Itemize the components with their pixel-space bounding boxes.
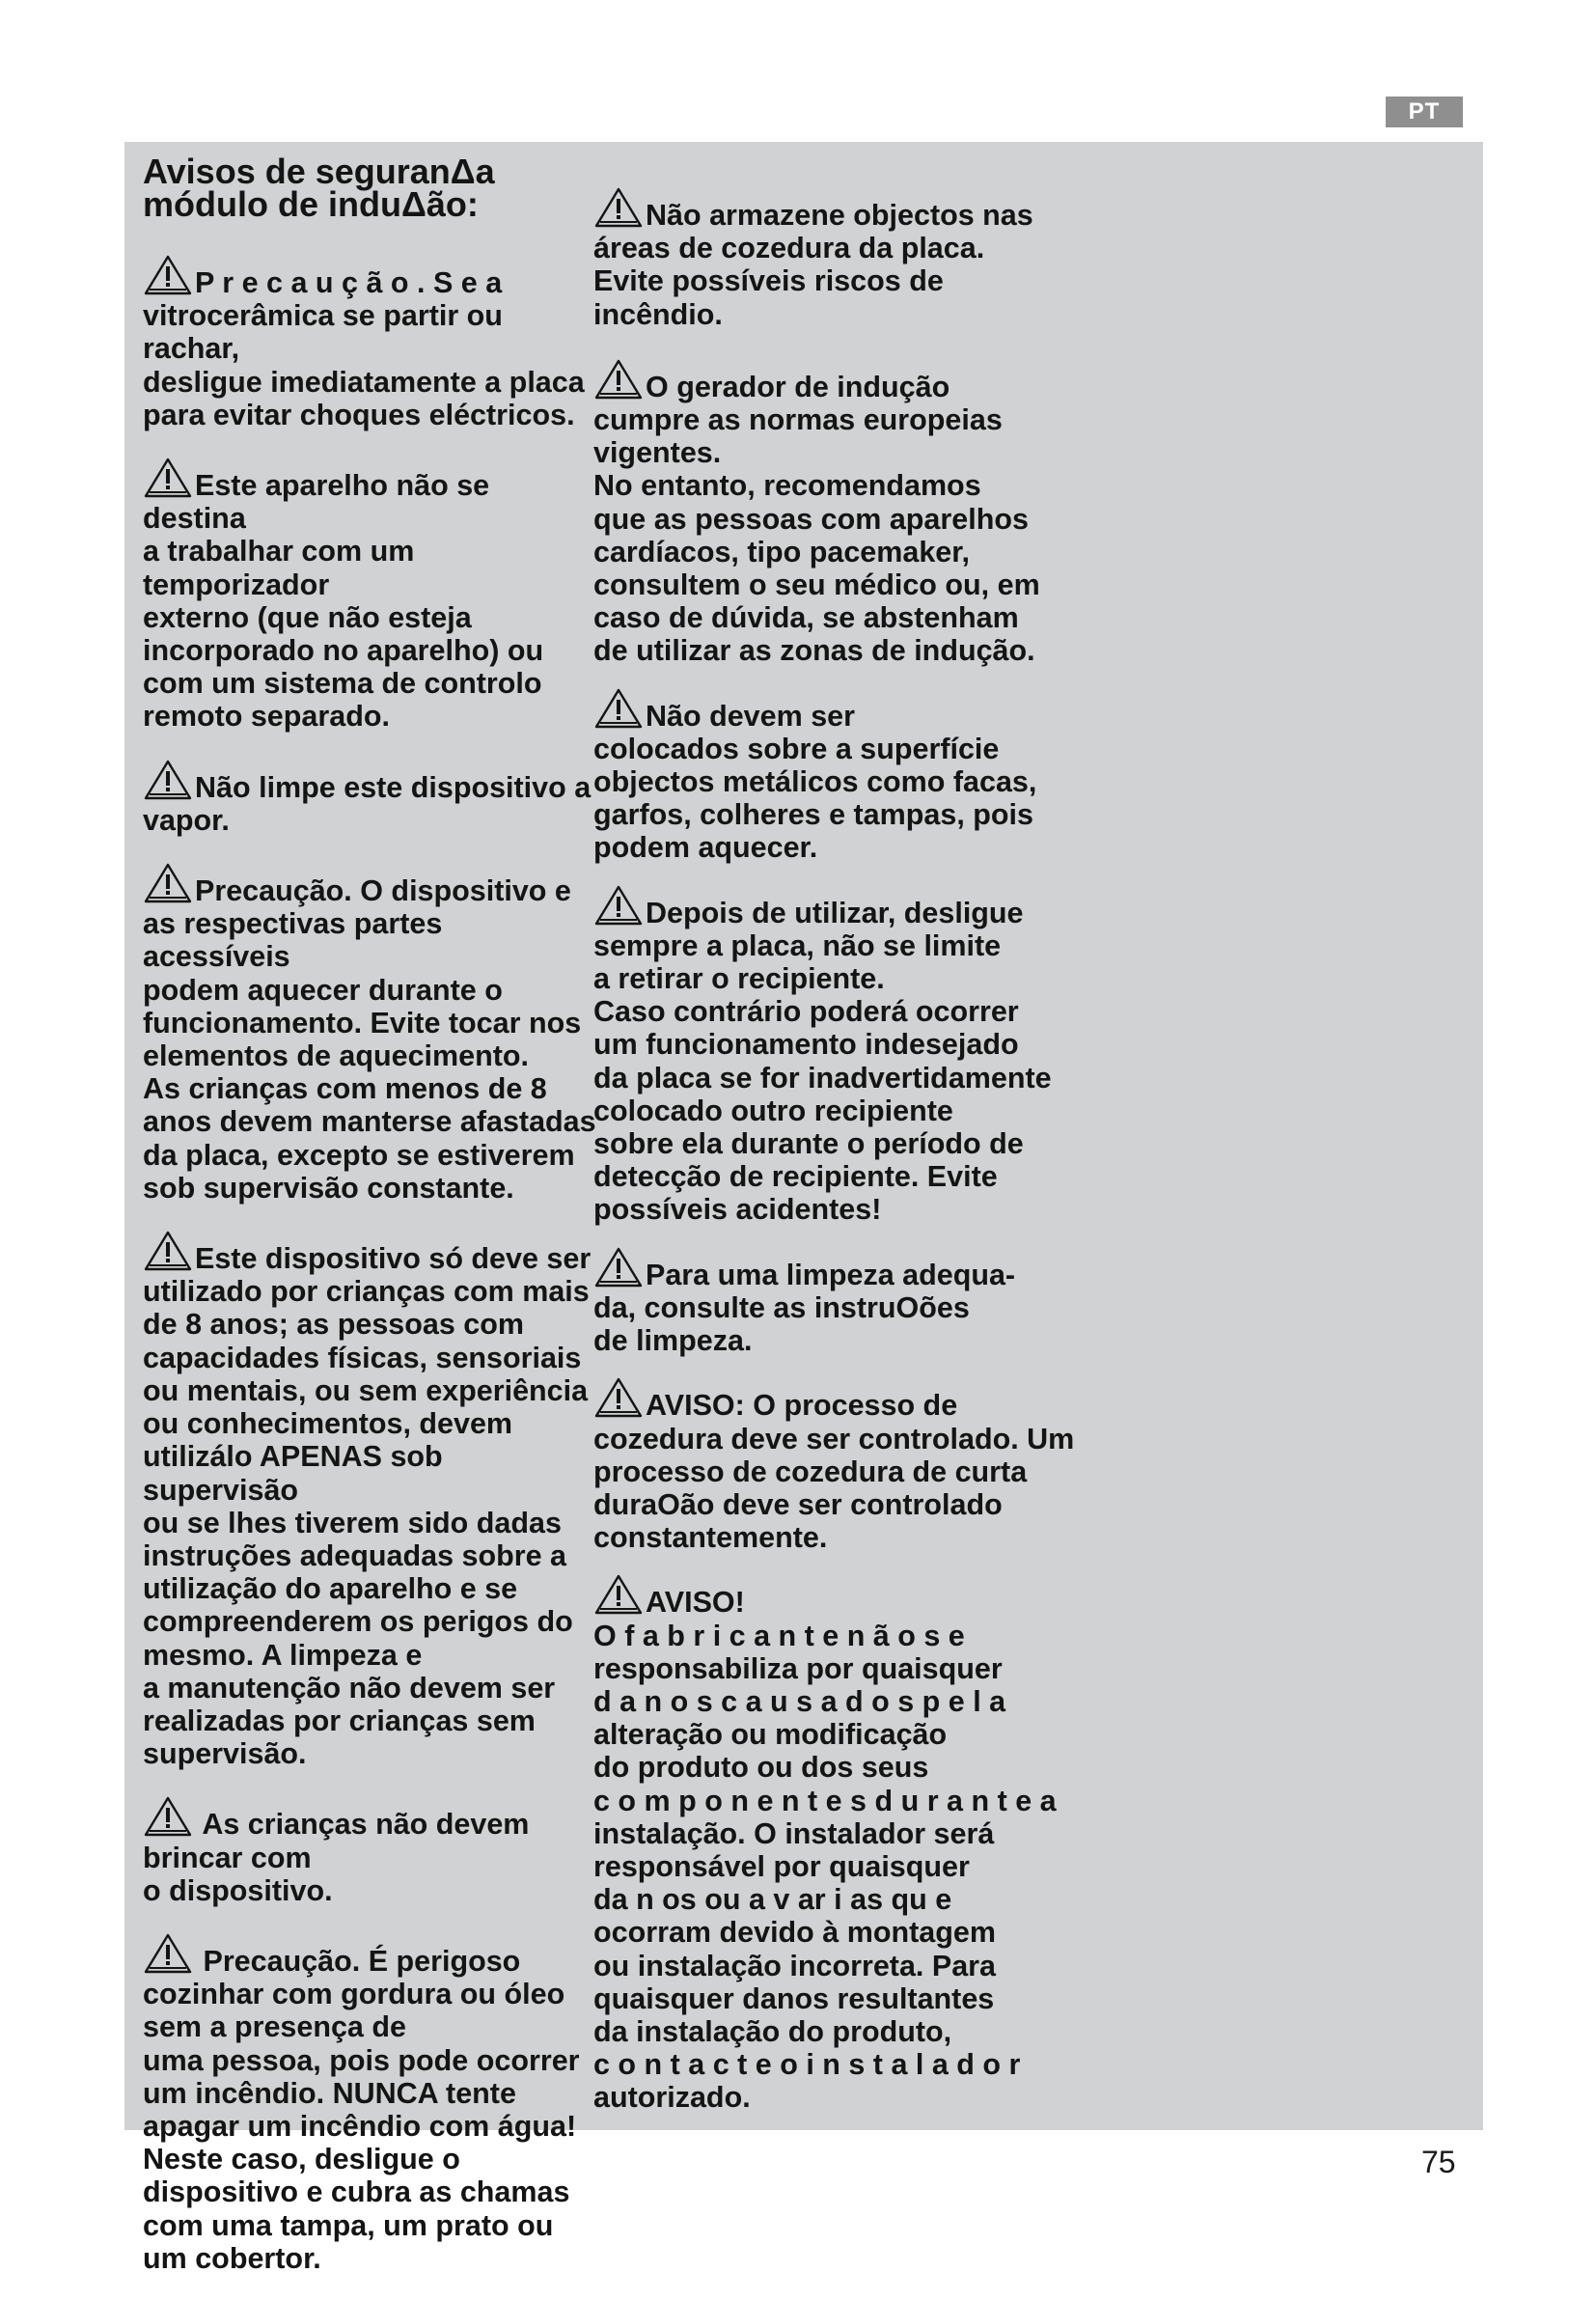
- warning-first-line: Precaução. O dispositivo e: [195, 874, 571, 908]
- warning-first-line: Este dispositivo só deve ser: [195, 1242, 592, 1276]
- warning-body: vitrocerâmica se partir ou rachar, desligue imediatamente a placa para evitar choques eléctricos.: [143, 299, 585, 431]
- warning-body-spaced: d a n o s c a u s a d o s p e l a: [593, 1684, 1006, 1718]
- language-badge: PT: [1386, 97, 1463, 127]
- warning-grease-fire: [143, 1932, 596, 2275]
- warning-body: utilizado por crianças com mais de 8 anos; as pessoas com capacidades físicas, sensoriais ou mentais, ou sem experiência ou conhecimentos, devem utilizálo APENAS sob supervisão ou se lhes tiverem sido dadas instruções adequadas sobre a utilização do aparelho e se compreenderem os perigos do mesmo. A limpeza e a manutenção não devem ser realizadas por crianças sem supervisão.: [143, 1275, 590, 1771]
- warning-body: brincar com o dispositivo.: [143, 1841, 333, 1907]
- warning-first-line: As crianças não devem: [195, 1808, 530, 1842]
- warning-body: cozedura deve ser controlado. Um processo de cozedura de curta duraOão deve ser controlado constantemente.: [593, 1422, 1075, 1555]
- warning-triangle-icon: [143, 1932, 193, 1975]
- warning-body: ocorram devido à montagem ou instalação incorreta. Para quaisquer danos resultantes da instalação do produto,: [593, 1916, 996, 2048]
- warning-body: áreas de cozedura da placa. Evite possíveis riscos de incêndio.: [593, 232, 985, 331]
- warning-cooking-supervision: [593, 1376, 1095, 1554]
- warning-body: instalação. O instalador será responsável por quaisquer: [593, 1816, 995, 1883]
- warning-body: alteração ou modificação do produto ou dos seus: [593, 1718, 948, 1785]
- warning-body-spaced: da n os ou a v ar i as qu e: [593, 1883, 952, 1917]
- warning-first-line: Não limpe este dispositivo a: [195, 770, 592, 804]
- warning-no-storage: [593, 186, 1095, 331]
- warning-first-line: Precaução. É perigoso: [195, 1944, 521, 1978]
- warning-triangle-icon: [593, 687, 644, 730]
- warning-body-spaced: O f a b r i c a n t e n ã o s e: [593, 1619, 965, 1652]
- warning-first-line: O gerador de indução: [646, 370, 950, 403]
- warning-triangle-icon: [593, 1376, 644, 1419]
- warning-body-spaced: c o n t a c t e o i n s t a l a d o r: [593, 2048, 1021, 2082]
- warning-first-line: AVISO!: [646, 1586, 745, 1620]
- warning-external-timer: [143, 457, 596, 734]
- warning-body: sempre a placa, não se limite a retirar o recipiente. Caso contrário poderá ocorrer um funcionamento indesejado da placa se for inadvertidamente colocado outro recipiente sobre ela durante o período de detecção de recipiente. Evite possíveis acidentes!: [593, 928, 1052, 1227]
- warning-glass-ceramic-crack: [143, 254, 596, 431]
- right-column: [593, 186, 1095, 2142]
- warning-body: a trabalhar com um temporizador externo (que não esteja incorporado no aparelho) ou com um sistema de controlo remoto separado.: [143, 535, 544, 734]
- page-title: [143, 152, 596, 224]
- warning-manufacturer-liability: [593, 1573, 1095, 2114]
- warning-body: da, consulte as instruOões de limpeza.: [593, 1290, 970, 1358]
- warning-supervised-use: [143, 1230, 596, 1770]
- warning-children-no-play: [143, 1795, 596, 1907]
- page-number: 75: [1421, 2145, 1456, 2179]
- warning-first-line: Este aparelho não se destina: [143, 469, 490, 536]
- warning-body: autorizado.: [593, 2081, 751, 2115]
- warning-triangle-icon: [143, 457, 193, 499]
- left-column: [143, 152, 596, 2300]
- title-line-1: Avisos de seguranΔa: [143, 152, 495, 191]
- warning-body: responsabiliza por quaisquer: [593, 1651, 1003, 1685]
- warning-triangle-icon: [143, 1230, 193, 1272]
- warning-cleaning-instructions: [593, 1246, 1095, 1358]
- warning-body: as respectivas partes acessíveis podem aquecer durante o funcionamento. Evite tocar nos elementos de aquecimento. As crianças com menos de 8 anos devem manterse afastadas da placa, excepto se estiverem sob supervisão constante.: [143, 907, 596, 1205]
- warning-body: cozinhar com gordura ou óleo sem a presença de uma pessoa, pois pode ocorrer um incêndio. NUNCA tente apagar um incêndio com água! Neste caso, desligue o dispositivo e cubra as chamas com uma tampa, um prato ou um cobertor.: [143, 1978, 580, 2275]
- warning-pacemaker: [593, 358, 1095, 668]
- title-line-2: módulo de induΔão:: [143, 184, 479, 224]
- warning-metal-objects: [593, 687, 1095, 865]
- warning-switch-off-after-use: [593, 884, 1095, 1227]
- warning-first-line: AVISO: O processo de: [646, 1389, 958, 1423]
- warning-triangle-icon: [143, 1795, 193, 1838]
- warning-triangle-icon: [143, 254, 193, 296]
- warning-first-line: Não devem ser: [646, 699, 855, 733]
- warning-triangle-icon: [143, 759, 193, 801]
- warning-body-spaced: c o m p o n e n t e s d u r a n t e a: [593, 1784, 1057, 1817]
- warning-triangle-icon: [143, 862, 193, 904]
- warning-triangle-icon: [593, 884, 644, 927]
- warning-first-line: Para uma limpeza adequa-: [646, 1258, 1016, 1291]
- warning-body: colocados sobre a superfície objectos metálicos como facas, garfos, colheres e tampas, pois podem aquecer.: [593, 732, 1037, 865]
- warning-triangle-icon: [593, 1246, 644, 1289]
- warning-triangle-icon: [593, 1573, 644, 1616]
- warning-triangle-icon: [593, 186, 644, 229]
- warning-body: cumpre as normas europeias vigentes. No entanto, recomendamos que as pessoas com aparelhos cardíacos, tipo pacemaker, consultem o seu médico ou, em caso de dúvida, se abstenham de utilizar as zonas de indução.: [593, 403, 1040, 668]
- warning-first-line: P r e c a u ç ã o . S e a: [195, 266, 503, 299]
- warning-first-line: Depois de utilizar, desligue: [646, 896, 1024, 929]
- warning-no-steam-cleaning: [143, 759, 596, 837]
- warning-triangle-icon: [593, 358, 644, 401]
- warning-first-line: Não armazene objectos nas: [646, 199, 1033, 232]
- warning-body: vapor.: [143, 803, 230, 837]
- warning-hot-parts-children: [143, 862, 596, 1205]
